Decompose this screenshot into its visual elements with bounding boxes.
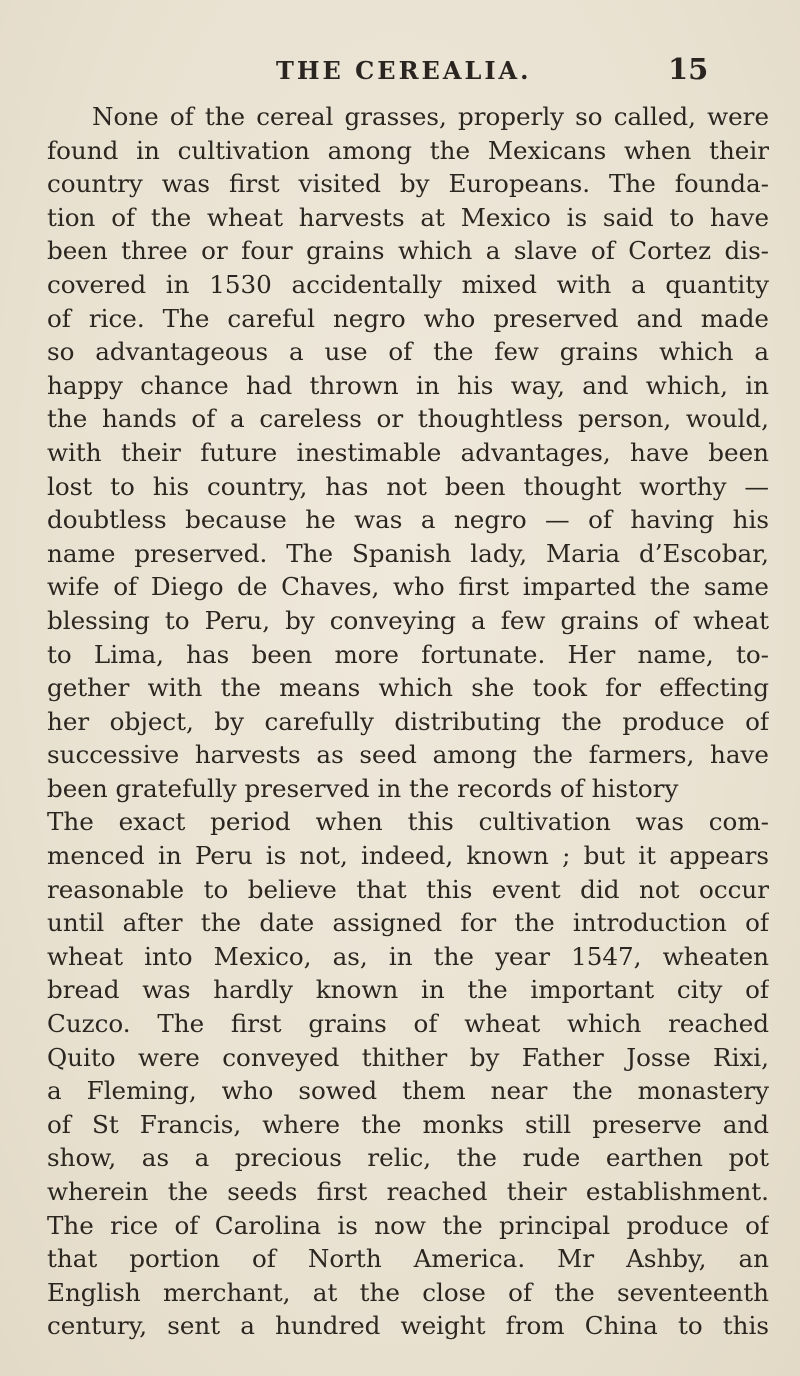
text-line: the hands of a careless or thoughtless person, would, <box>47 404 769 434</box>
running-title: THE CEREALIA. <box>276 56 532 85</box>
text-line: until after the date assigned for the introduction of <box>47 908 769 938</box>
text-line: been gratefully preserved in the records of history <box>47 773 679 803</box>
text-line: lost to his country, has not been thought worthy — <box>47 471 769 501</box>
text-line: menced in Peru is not, indeed, known ; but it appears <box>47 841 769 871</box>
text-line: successive harvests as seed among the farmers, have <box>47 740 769 770</box>
text-line: gether with the means which she took for effecting <box>47 673 769 703</box>
body-text <box>47 100 769 1343</box>
text-line: wheat into Mexico, as, in the year 1547, wheaten <box>47 941 769 971</box>
text-line: show, as a precious relic, the rude earthen pot <box>47 1143 769 1173</box>
text-line: country was first visited by Europeans. The founda- <box>47 169 769 199</box>
text-line: happy chance had thrown in his way, and which, in <box>47 370 769 400</box>
text-line: Cuzco. The first grains of wheat which reached <box>47 1009 769 1039</box>
text-line: None of the cereal grasses, properly so called, were <box>92 102 769 131</box>
text-line: name preserved. The Spanish lady, Maria d’Escobar, <box>47 538 769 568</box>
text-line: century, sent a hundred weight from China to this <box>47 1311 769 1341</box>
text-line: covered in 1530 accidentally mixed with a quantity <box>47 269 769 299</box>
text-line: wherein the seeds first reached their establishment. <box>47 1177 769 1206</box>
text-line: that portion of North America. Mr Ashby, an <box>47 1244 769 1274</box>
text-line: with their future inestimable advantages, have been <box>47 437 769 467</box>
text-line: tion of the wheat harvests at Mexico is said to have <box>47 202 769 232</box>
text-line: reasonable to believe that this event did not occur <box>47 874 769 904</box>
text-line: blessing to Peru, by conveying a few grains of wheat <box>47 605 769 635</box>
text-line: doubtless because he was a negro — of having his <box>47 505 769 535</box>
text-line: of rice. The careful negro who preserved and made <box>47 303 769 333</box>
text-line: so advantageous a use of the few grains which a <box>47 337 769 367</box>
text-line: English merchant, at the close of the seventeenth <box>47 1277 769 1307</box>
text-line: wife of Diego de Chaves, who first imparted the same <box>47 572 769 602</box>
text-line: The exact period when this cultivation was com- <box>47 807 769 837</box>
text-line: her object, by carefully distributing the produce of <box>47 706 769 736</box>
text-line: Quito were conveyed thither by Father Josse Rixi, <box>47 1042 769 1072</box>
page-number: 15 <box>668 52 709 86</box>
text-line: bread was hardly known in the important city of <box>47 975 769 1005</box>
text-line: been three or four grains which a slave of Cortez dis- <box>47 236 769 266</box>
text-line: a Fleming, who sowed them near the monastery <box>47 1076 769 1106</box>
text-line: found in cultivation among the Mexicans when their <box>47 135 769 165</box>
text-line: The rice of Carolina is now the principal produce of <box>47 1210 769 1240</box>
text-line: to Lima, has been more fortunate. Her name, to- <box>47 639 769 669</box>
running-head <box>40 52 780 96</box>
text-line: of St Francis, where the monks still preserve and <box>47 1109 769 1139</box>
